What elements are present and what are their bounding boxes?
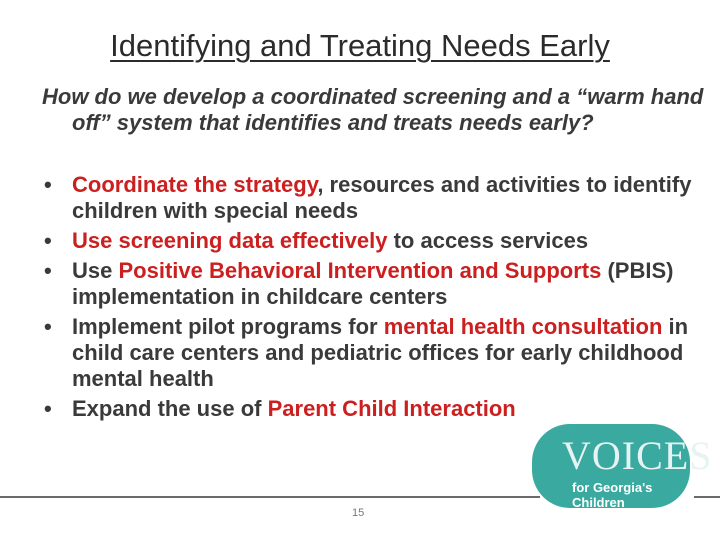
bullet-highlight: Parent Child Interaction — [267, 396, 516, 421]
logo-brand-text: VOICES — [562, 433, 713, 478]
bullet-text: to access services — [387, 228, 589, 253]
bullet-prefix: Expand the use of — [72, 396, 268, 421]
bullet-highlight: mental health consultation — [383, 314, 663, 339]
footer-divider-left — [0, 496, 540, 498]
bullet-item — [42, 396, 692, 422]
footer-divider-right — [694, 496, 720, 498]
bullet-item — [42, 258, 692, 310]
bullet-dot-icon: • — [44, 258, 52, 283]
bullet-item — [42, 228, 692, 254]
bullet-dot-icon: • — [44, 172, 52, 197]
bullet-item — [42, 314, 692, 392]
bullet-highlight: Coordinate the strategy — [72, 172, 318, 197]
bullet-prefix: Use — [72, 258, 119, 283]
bullet-highlight: Positive Behavioral Intervention and Supports — [118, 258, 602, 283]
page-number: 15 — [352, 507, 365, 519]
bullet-highlight: Use screening data effectively — [72, 228, 388, 253]
intro-question: How do we develop a coordinated screening and a “warm hand off” system that identifies and treats needs early? — [42, 84, 704, 135]
bullet-text: , resources and activities to identify children with special needs — [72, 172, 692, 223]
bullet-text: in child care centers and pediatric offices for early childhood mental health — [72, 314, 689, 391]
bullet-list — [42, 172, 692, 426]
bullet-dot-icon: • — [44, 228, 52, 253]
bullet-dot-icon: • — [44, 396, 52, 421]
slide-title: Identifying and Treating Needs Early — [110, 28, 610, 63]
bullet-dot-icon: • — [44, 314, 52, 339]
bullet-item — [42, 172, 692, 224]
logo-subtitle: for Georgia's Children — [572, 480, 653, 510]
bullet-text: (PBIS) implementation in childcare centers — [72, 258, 674, 309]
bullet-prefix: Implement pilot programs for — [72, 314, 384, 339]
